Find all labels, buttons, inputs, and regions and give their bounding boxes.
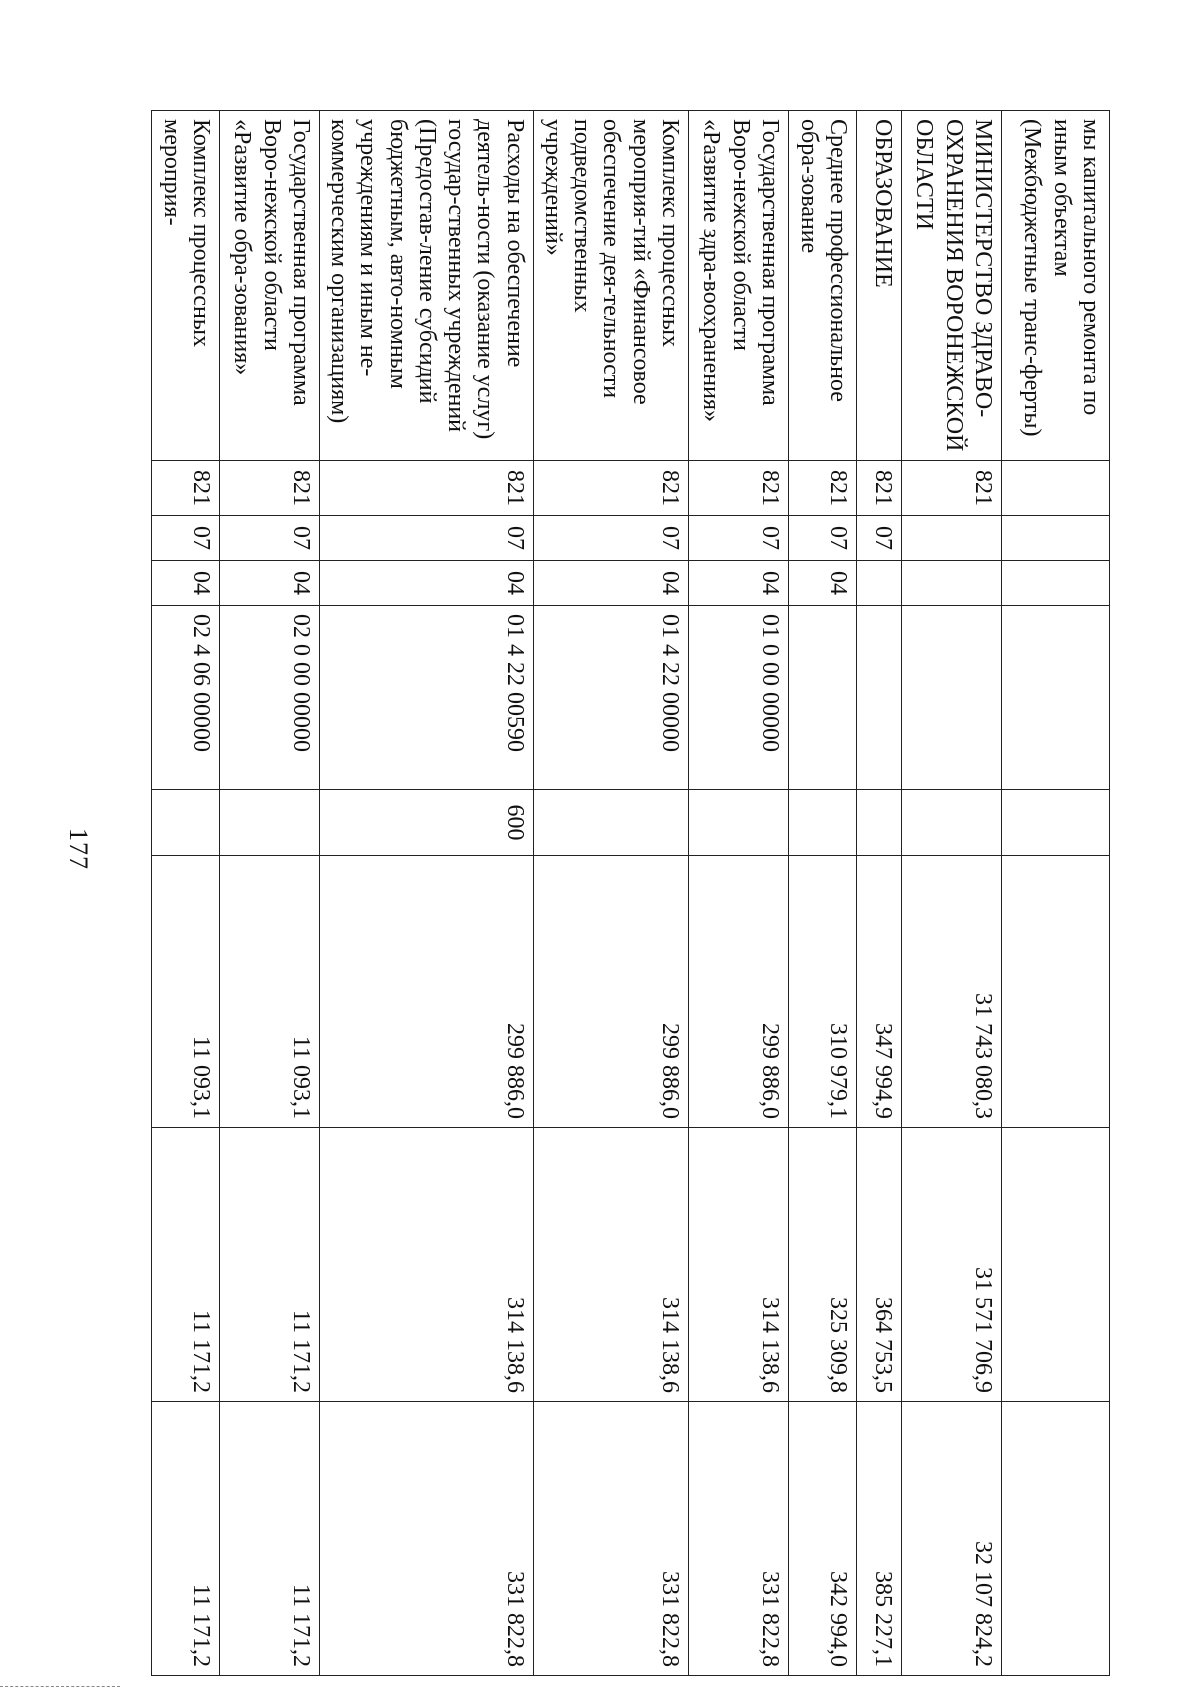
row-target-article-cell: 02 0 00 00000 <box>219 606 319 790</box>
row-rz-code-cell: 07 <box>857 516 902 561</box>
row-name-cell: Комплекс процессных мероприя-тий «Финансовое обеспечение дея-тельности подведомственных учреждений» <box>533 111 688 461</box>
row-amount-year-2-cell: 11 171,2 <box>219 1128 319 1402</box>
row-amount-year-1-cell: 347 994,9 <box>857 856 902 1128</box>
page-number: 177 <box>64 828 93 870</box>
row-pr-code-cell: 04 <box>219 561 319 606</box>
row-gr-code-cell: 821 <box>319 461 533 516</box>
table-row <box>689 111 789 1676</box>
row-amount-year-2-cell: 31 571 706,9 <box>902 1128 1002 1402</box>
row-rz-code-cell: 07 <box>319 516 533 561</box>
row-name-cell: Комплекс процессных мероприя- <box>152 111 220 461</box>
row-gr-code-cell: 821 <box>219 461 319 516</box>
row-rz-code-cell: 07 <box>533 516 688 561</box>
row-amount-year-3-cell: 385 227,1 <box>857 1402 902 1676</box>
row-amount-year-2-cell: 314 138,6 <box>689 1128 789 1402</box>
row-gr-code-cell <box>1002 461 1110 516</box>
row-name-cell: Государственная программа Воро-нежской области «Развитие здра-воохранения» <box>689 111 789 461</box>
row-expense-type-cell: 600 <box>319 790 533 856</box>
row-name-cell: МИНИСТЕРСТВО ЗДРАВО-ОХРАНЕНИЯ ВОРОНЕЖСКОЙ ОБЛАСТИ <box>902 111 1002 461</box>
row-amount-year-1-cell: 11 093,1 <box>152 856 220 1128</box>
row-expense-type-cell <box>689 790 789 856</box>
row-amount-year-3-cell: 11 171,2 <box>219 1402 319 1676</box>
row-target-article-cell <box>1002 606 1110 790</box>
table-row <box>319 111 533 1676</box>
row-expense-type-cell <box>219 790 319 856</box>
row-pr-code-cell: 04 <box>152 561 220 606</box>
row-amount-year-2-cell: 325 309,8 <box>789 1128 857 1402</box>
row-expense-type-cell <box>1002 790 1110 856</box>
row-target-article-cell: 02 4 06 00000 <box>152 606 220 790</box>
page-edge-rule <box>0 1686 120 1687</box>
row-amount-year-1-cell: 299 886,0 <box>319 856 533 1128</box>
budget-table <box>151 110 1110 1676</box>
row-name-cell: ОБРАЗОВАНИЕ <box>857 111 902 461</box>
row-amount-year-1-cell: 299 886,0 <box>689 856 789 1128</box>
row-expense-type-cell <box>533 790 688 856</box>
row-amount-year-1-cell: 11 093,1 <box>219 856 319 1128</box>
table-row <box>902 111 1002 1676</box>
budget-table-wrapper <box>158 110 1110 1675</box>
row-rz-code-cell: 07 <box>689 516 789 561</box>
row-amount-year-1-cell: 310 979,1 <box>789 856 857 1128</box>
row-gr-code-cell: 821 <box>533 461 688 516</box>
row-name-cell: Расходы на обеспечение деятель-ности (оказание услуг) государ-ственных учреждений (Предостав-ление субсидий бюджетным, авто-номным учреждениям и иным не-коммерческим организациям) <box>319 111 533 461</box>
row-name-cell: мы капитального ремонта по иным объектам (Межбюджетные транс-ферты) <box>1002 111 1110 461</box>
row-expense-type-cell <box>789 790 857 856</box>
row-gr-code-cell: 821 <box>902 461 1002 516</box>
row-gr-code-cell: 821 <box>689 461 789 516</box>
row-name-cell: Среднее профессиональное обра-зование <box>789 111 857 461</box>
row-target-article-cell: 01 4 22 00590 <box>319 606 533 790</box>
row-gr-code-cell: 821 <box>152 461 220 516</box>
row-amount-year-2-cell <box>1002 1128 1110 1402</box>
table-row <box>533 111 688 1676</box>
row-target-article-cell: 01 0 00 00000 <box>689 606 789 790</box>
row-amount-year-1-cell: 31 743 080,3 <box>902 856 1002 1128</box>
row-amount-year-3-cell: 32 107 824,2 <box>902 1402 1002 1676</box>
row-amount-year-2-cell: 364 753,5 <box>857 1128 902 1402</box>
table-row <box>857 111 902 1676</box>
row-amount-year-3-cell: 331 822,8 <box>533 1402 688 1676</box>
row-pr-code-cell: 04 <box>789 561 857 606</box>
row-amount-year-2-cell: 314 138,6 <box>319 1128 533 1402</box>
row-pr-code-cell <box>1002 561 1110 606</box>
row-gr-code-cell: 821 <box>789 461 857 516</box>
row-name-cell: Государственная программа Воро-нежской области «Развитие обра-зования» <box>219 111 319 461</box>
row-rz-code-cell: 07 <box>152 516 220 561</box>
row-amount-year-2-cell: 314 138,6 <box>533 1128 688 1402</box>
row-amount-year-3-cell <box>1002 1402 1110 1676</box>
row-pr-code-cell <box>902 561 1002 606</box>
row-expense-type-cell <box>857 790 902 856</box>
table-row <box>789 111 857 1676</box>
table-row <box>1002 111 1110 1676</box>
row-expense-type-cell <box>152 790 220 856</box>
row-target-article-cell: 01 4 22 00000 <box>533 606 688 790</box>
row-rz-code-cell <box>1002 516 1110 561</box>
row-target-article-cell <box>902 606 1002 790</box>
row-target-article-cell <box>789 606 857 790</box>
row-amount-year-1-cell <box>1002 856 1110 1128</box>
row-amount-year-1-cell: 299 886,0 <box>533 856 688 1128</box>
row-rz-code-cell: 07 <box>219 516 319 561</box>
row-pr-code-cell: 04 <box>533 561 688 606</box>
row-expense-type-cell <box>902 790 1002 856</box>
row-target-article-cell <box>857 606 902 790</box>
table-row <box>219 111 319 1676</box>
row-amount-year-2-cell: 11 171,2 <box>152 1128 220 1402</box>
table-row <box>152 111 220 1676</box>
row-pr-code-cell <box>857 561 902 606</box>
row-rz-code-cell: 07 <box>789 516 857 561</box>
row-pr-code-cell: 04 <box>319 561 533 606</box>
row-amount-year-3-cell: 331 822,8 <box>319 1402 533 1676</box>
row-gr-code-cell: 821 <box>857 461 902 516</box>
row-amount-year-3-cell: 331 822,8 <box>689 1402 789 1676</box>
row-rz-code-cell <box>902 516 1002 561</box>
row-pr-code-cell: 04 <box>689 561 789 606</box>
row-amount-year-3-cell: 11 171,2 <box>152 1402 220 1676</box>
row-amount-year-3-cell: 342 994,0 <box>789 1402 857 1676</box>
